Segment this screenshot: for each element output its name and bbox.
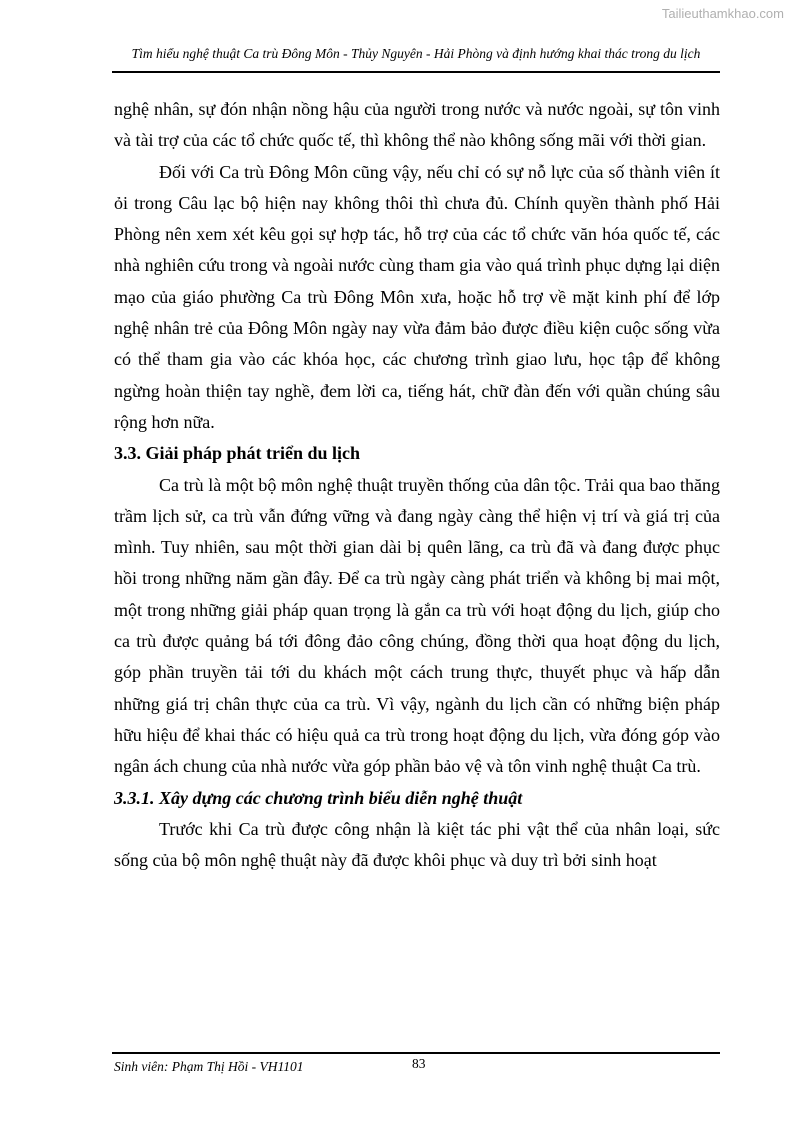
watermark-text: Tailieuthamkhao.com	[661, 6, 784, 21]
header-divider	[112, 71, 720, 73]
page-number: 83	[412, 1056, 426, 1071]
running-header: Tìm hiểu nghệ thuật Ca trù Đông Môn - Thủy Nguyên - Hải Phòng và định hướng khai thác trong du lịch	[131, 46, 701, 61]
footer-student-name: Sinh viên: Phạm Thị Hồi - VH1101	[114, 1059, 304, 1074]
paragraph-solutions: Ca trù là một bộ môn nghệ thuật truyền thống của dân tộc. Trải qua bao thăng trầm lịch sử, ca trù vẫn đứng vững và đang ngày càng thể hiện vị trí và giá trị của mình. Tuy nhiên, sau một thời gian dài bị quên lãng, ca trù đã và đang được phục hồi trong những năm gần đây. Để ca trù ngày càng phát triển và không bị mai một, một trong những giải pháp quan trọng là gắn ca trù với hoạt động du lịch, giúp cho ca trù được quảng bá tới đông đảo công chúng, đồng thời qua hoạt động du lịch, góp phần truyền tải tới du khách một cách trung thực, thuyết phục và hấp dẫn những giá trị chân thực của ca trù. Vì vậy, ngành du lịch cần có những biện pháp hữu hiệu để khai thác có hiệu quả ca trù trong hoạt động du lịch, vừa đóng góp vào ngân ách chung của nhà nước vừa góp phần bảo vệ và tôn vinh nghệ thuật Ca trù.	[114, 474, 720, 777]
paragraph-continued: nghệ nhân, sự đón nhận nồng hậu của người trong nước và nước ngoài, sự tôn vinh và tài trợ của các tổ chức quốc tế, thì không thể nào không sống mãi với thời gian.	[114, 99, 720, 151]
section-heading-3-3: 3.3. Giải pháp phát triển du lịch	[114, 443, 361, 464]
paragraph-dong-mon: Đối với Ca trù Đông Môn cũng vậy, nếu chỉ có sự nỗ lực của số thành viên ít ỏi trong Câu lạc bộ hiện nay không thôi thì chưa đủ. Chính quyền thành phố Hải Phòng nên xem xét kêu gọi sự hợp tác, hỗ trợ của các tổ chức văn hóa quốc tế, các nhà nghiên cứu trong và ngoài nước cùng tham gia vào quá trình phục dựng lại diện mạo của giáo phường Ca trù Đông Môn xưa, hoặc hỗ trợ về mặt kinh phí để lớp nghệ nhân trẻ của Đông Môn ngày nay vừa đảm bảo được điều kiện cuộc sống vừa có thể tham gia vào các khóa học, các chương trình giao lưu, học tập để không ngừng hoàn thiện tay nghề, đem lời ca, tiếng hát, chữ đàn đến với quần chúng sâu rộng hơn nữa.	[114, 161, 720, 432]
footer-divider	[112, 1052, 720, 1054]
page-body	[114, 94, 720, 876]
subsection-heading-3-3-1: 3.3.1. Xây dựng các chương trình biểu diễn nghệ thuật	[114, 787, 523, 808]
paragraph-performance: Trước khi Ca trù được công nhận là kiệt tác phi vật thể của nhân loại, sức sống của bộ môn nghệ thuật này đã được khôi phục và duy trì bởi sinh hoạt	[114, 818, 720, 871]
